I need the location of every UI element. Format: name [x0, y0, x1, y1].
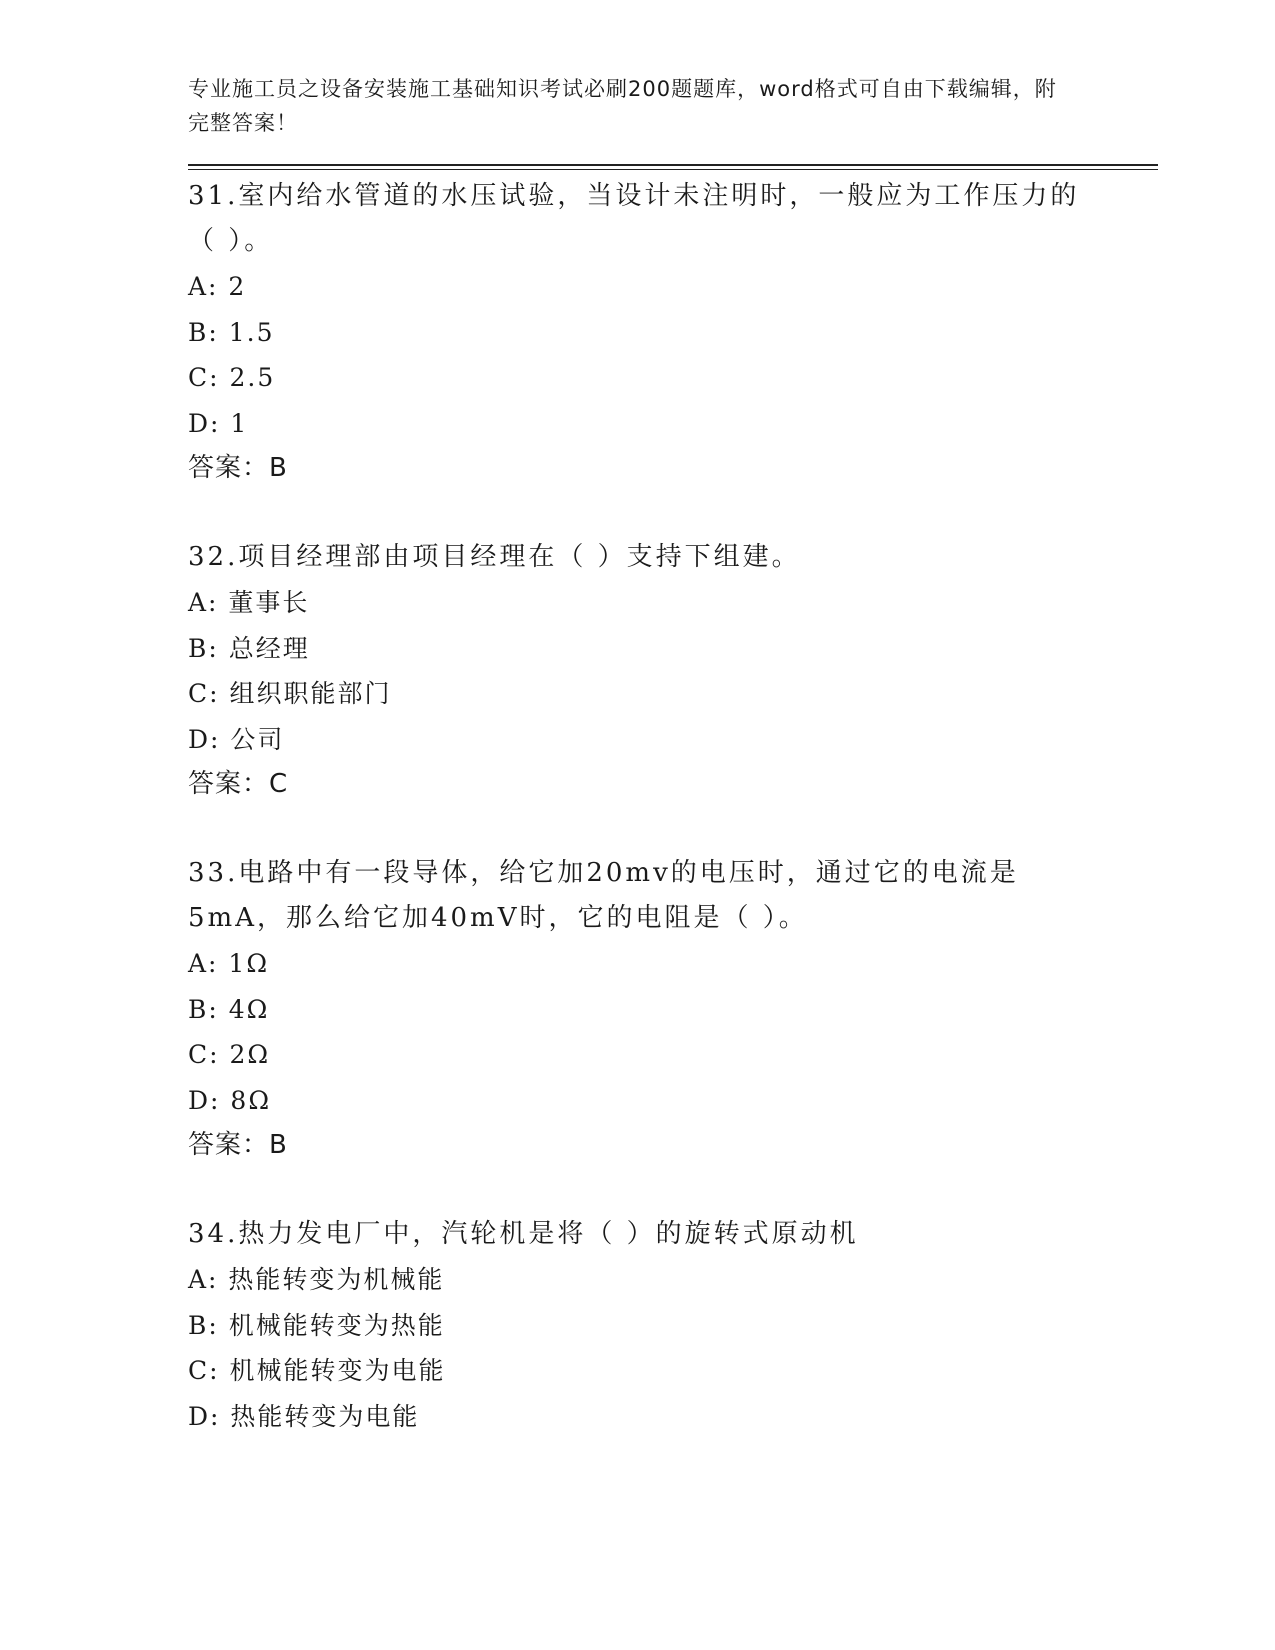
question-33 — [188, 851, 1158, 1168]
option-d: D: 热能转变为电能 — [188, 1401, 420, 1431]
document-page — [188, 72, 1158, 1483]
option-a: A: 1Ω — [188, 949, 270, 978]
option-c: C: 机械能转变为电能 — [188, 1356, 446, 1385]
question-31 — [188, 174, 1158, 491]
question-stem: 34.热力发电厂中，汽轮机是将（ ）的旋转式原动机 — [188, 1219, 859, 1249]
question-stem: 31.室内给水管道的水压试验，当设计未注明时，一般应为工作压力的（ ）。 — [188, 181, 1080, 256]
question-stem: 32.项目经理部由项目经理在（ ）支持下组建。 — [188, 542, 801, 572]
option-a: A: 热能转变为机械能 — [188, 1265, 445, 1294]
answer-label: 答案：B — [188, 453, 288, 483]
question-stem: 33.电路中有一段导体，给它加20mv的电压时，通过它的电流是5mA，那么给它加40mV时，它的电阻是（ ）。 — [188, 858, 1019, 933]
option-b: B: 总经理 — [188, 633, 310, 663]
question-34 — [188, 1212, 1158, 1439]
option-b: B: 4Ω — [188, 994, 270, 1024]
option-b: B: 1.5 — [188, 317, 275, 347]
option-c: C: 2.5 — [188, 363, 276, 392]
answer-label: 答案：B — [188, 1130, 288, 1160]
answer-label: 答案：C — [188, 769, 289, 799]
option-d: D: 公司 — [188, 724, 285, 754]
option-c: C: 2Ω — [188, 1040, 271, 1069]
question-32 — [188, 535, 1158, 807]
document-header: 专业施工员之设备安装施工基础知识考试必刷200题题库，word格式可自由下载编辑，附完整答案！ — [188, 77, 1057, 135]
option-c: C: 组织职能部门 — [188, 679, 392, 708]
header-divider — [188, 164, 1158, 170]
option-b: B: 机械能转变为热能 — [188, 1310, 445, 1340]
option-d: D: 8Ω — [188, 1085, 272, 1115]
option-a: A: 董事长 — [188, 588, 310, 617]
question-list — [188, 174, 1158, 1439]
option-a: A: 2 — [188, 272, 247, 301]
option-d: D: 1 — [188, 408, 249, 438]
